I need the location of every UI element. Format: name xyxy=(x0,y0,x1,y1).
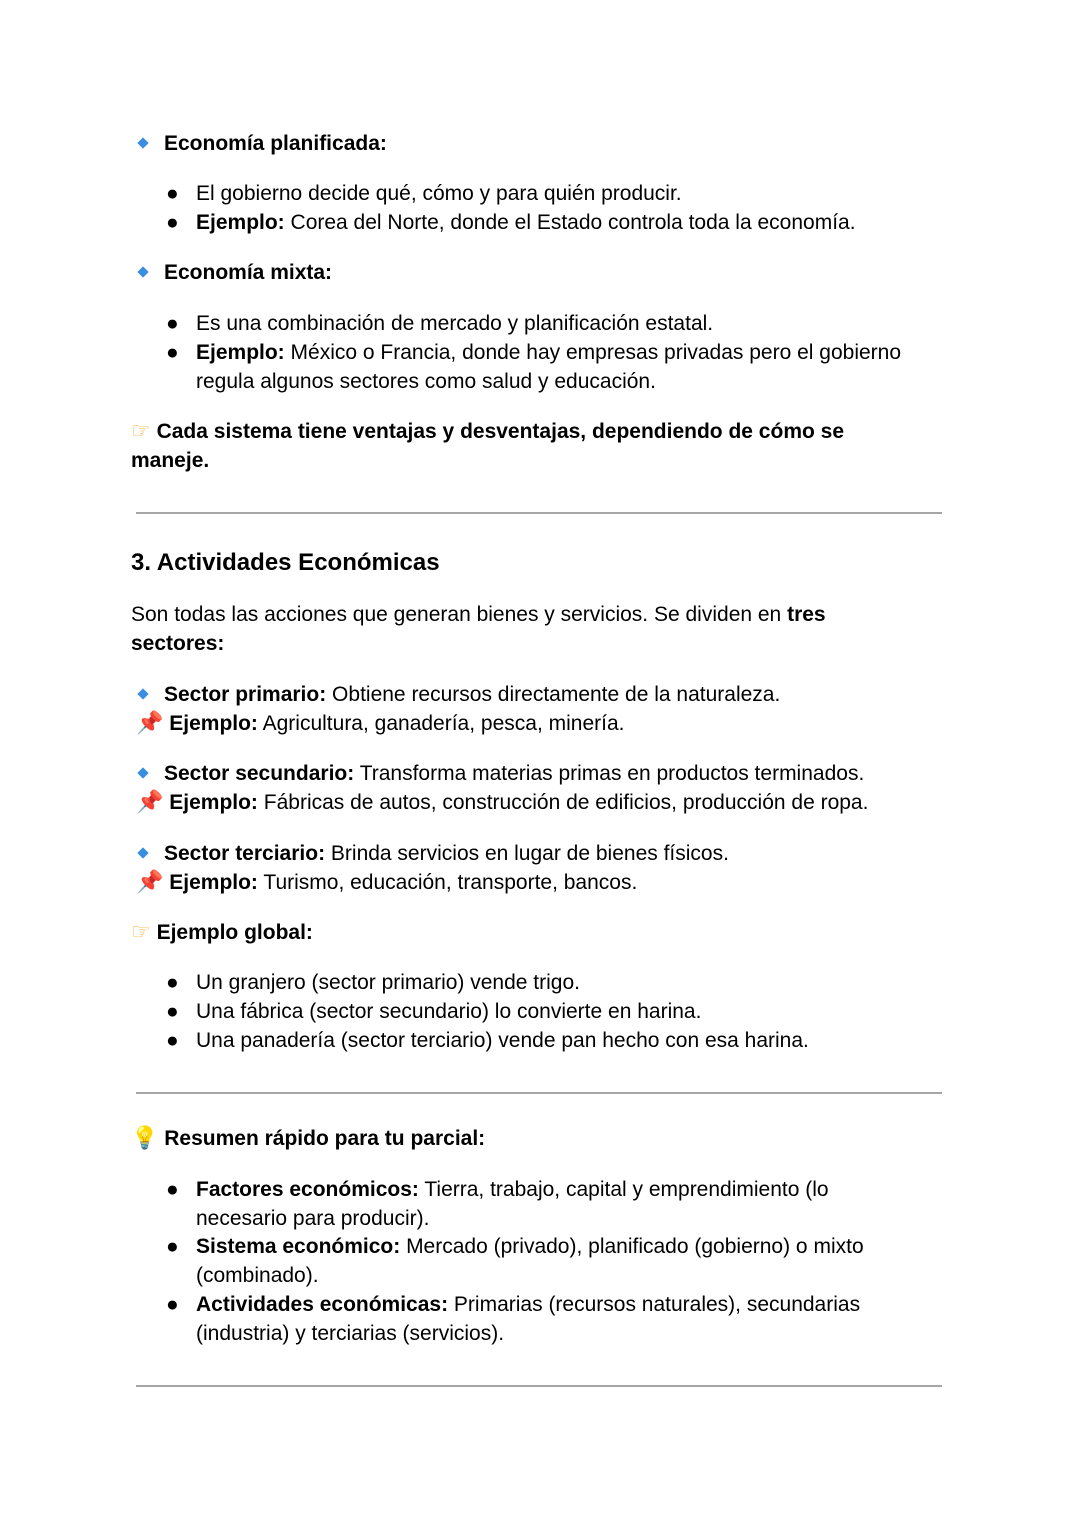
example-text: México o Francia, donde hay empresas privadas pero el gobierno xyxy=(284,341,902,364)
example-label: Ejemplo: xyxy=(169,712,258,735)
sector-text: Brinda servicios en lugar de bienes físicos. xyxy=(325,842,729,865)
example-text: Fábricas de autos, construcción de edificios, producción de ropa. xyxy=(257,791,869,814)
note-line-2: maneje. xyxy=(131,449,210,472)
summary-label: Actividades económicas: xyxy=(196,1293,449,1316)
horizontal-rule xyxy=(136,1385,942,1387)
pushpin-icon: 📌 xyxy=(136,790,164,815)
list-item: Una panadería (sector terciario) vende pan hecho con esa harina. xyxy=(196,1029,809,1052)
sector-line xyxy=(164,759,864,788)
list-item: El gobierno decide qué, cómo y para quién producir. xyxy=(196,182,682,205)
example-label: Ejemplo: xyxy=(196,211,285,234)
summary-label: Sistema económico: xyxy=(196,1235,401,1258)
diamond-bullet-icon xyxy=(136,759,152,788)
bullet-icon: ● xyxy=(166,182,179,205)
list-item-continuation: necesario para producir). xyxy=(196,1207,430,1230)
mixta-title: Economía mixta: xyxy=(164,261,333,284)
bullet-icon: ● xyxy=(166,971,179,994)
list-item xyxy=(196,1290,860,1319)
list-item xyxy=(196,338,901,367)
bullet-icon: ● xyxy=(166,1293,179,1316)
intro-text: Son todas las acciones que generan bienes y servicios. Se dividen en xyxy=(131,603,788,626)
pointing-hand-icon: ☞ xyxy=(131,419,151,444)
bullet-icon: ● xyxy=(166,341,179,364)
list-item: Es una combinación de mercado y planificación estatal. xyxy=(196,312,714,335)
horizontal-rule xyxy=(136,1092,942,1094)
sector-text: Obtiene recursos directamente de la naturaleza. xyxy=(326,683,781,706)
example-text: Turismo, educación, transporte, bancos. xyxy=(257,871,638,894)
sector-line xyxy=(164,680,780,709)
list-item xyxy=(196,1175,829,1204)
global-title-text: Ejemplo global: xyxy=(156,921,313,944)
horizontal-rule xyxy=(136,512,942,514)
sector-example-line xyxy=(136,868,637,897)
diamond-bullet-icon xyxy=(136,129,152,158)
pointing-hand-icon: ☞ xyxy=(131,920,151,945)
planificada-title: Economía planificada: xyxy=(164,132,387,155)
sector-line xyxy=(164,839,729,868)
note-text: Cada sistema tiene ventajas y desventajas, dependiendo de cómo se xyxy=(156,420,845,443)
sector-example-line xyxy=(136,788,868,817)
diamond-bullet-icon xyxy=(136,839,152,868)
note-line xyxy=(131,417,844,446)
sector-label: Sector primario: xyxy=(164,683,327,706)
list-item xyxy=(196,1232,864,1261)
intro-bold: tres xyxy=(787,603,826,626)
summary-title-text: Resumen rápido para tu parcial: xyxy=(164,1127,486,1150)
bullet-icon: ● xyxy=(166,1178,179,1201)
example-label: Ejemplo: xyxy=(196,341,285,364)
pushpin-icon: 📌 xyxy=(136,870,164,895)
sector-example-line xyxy=(136,709,624,738)
summary-text: Mercado (privado), planificado (gobierno) o mixto xyxy=(400,1235,864,1258)
bullet-icon: ● xyxy=(166,1235,179,1258)
example-label: Ejemplo: xyxy=(169,791,258,814)
summary-title xyxy=(131,1124,485,1153)
section-heading: 3. Actividades Económicas xyxy=(131,549,440,576)
global-example-title xyxy=(131,918,313,947)
bullet-icon: ● xyxy=(166,211,179,234)
diamond-bullet-icon xyxy=(136,680,152,709)
light-bulb-icon: 💡 xyxy=(131,1126,159,1151)
list-item: Una fábrica (sector secundario) lo convierte en harina. xyxy=(196,1000,702,1023)
list-item xyxy=(196,208,856,237)
intro-line-2: sectores: xyxy=(131,632,225,655)
example-text: Corea del Norte, donde el Estado controla toda la economía. xyxy=(284,211,856,234)
example-text: Agricultura, ganadería, pesca, minería. xyxy=(257,712,625,735)
sector-label: Sector terciario: xyxy=(164,842,326,865)
list-item-continuation: regula algunos sectores como salud y educación. xyxy=(196,370,656,393)
sector-label: Sector secundario: xyxy=(164,762,355,785)
diamond-bullet-icon xyxy=(136,258,152,287)
bullet-icon: ● xyxy=(166,312,179,335)
list-item: Un granjero (sector primario) vende trigo. xyxy=(196,971,580,994)
sector-text: Transforma materias primas en productos terminados. xyxy=(354,762,865,785)
summary-text: Primarias (recursos naturales), secundarias xyxy=(448,1293,861,1316)
list-item-continuation: (industria) y terciarias (servicios). xyxy=(196,1322,505,1345)
pushpin-icon: 📌 xyxy=(136,711,164,736)
summary-text: Tierra, trabajo, capital y emprendimiento (lo xyxy=(418,1178,829,1201)
example-label: Ejemplo: xyxy=(169,871,258,894)
bullet-icon: ● xyxy=(166,1029,179,1052)
list-item-continuation: (combinado). xyxy=(196,1264,319,1287)
bullet-icon: ● xyxy=(166,1000,179,1023)
intro-line xyxy=(131,600,826,629)
summary-label: Factores económicos: xyxy=(196,1178,419,1201)
